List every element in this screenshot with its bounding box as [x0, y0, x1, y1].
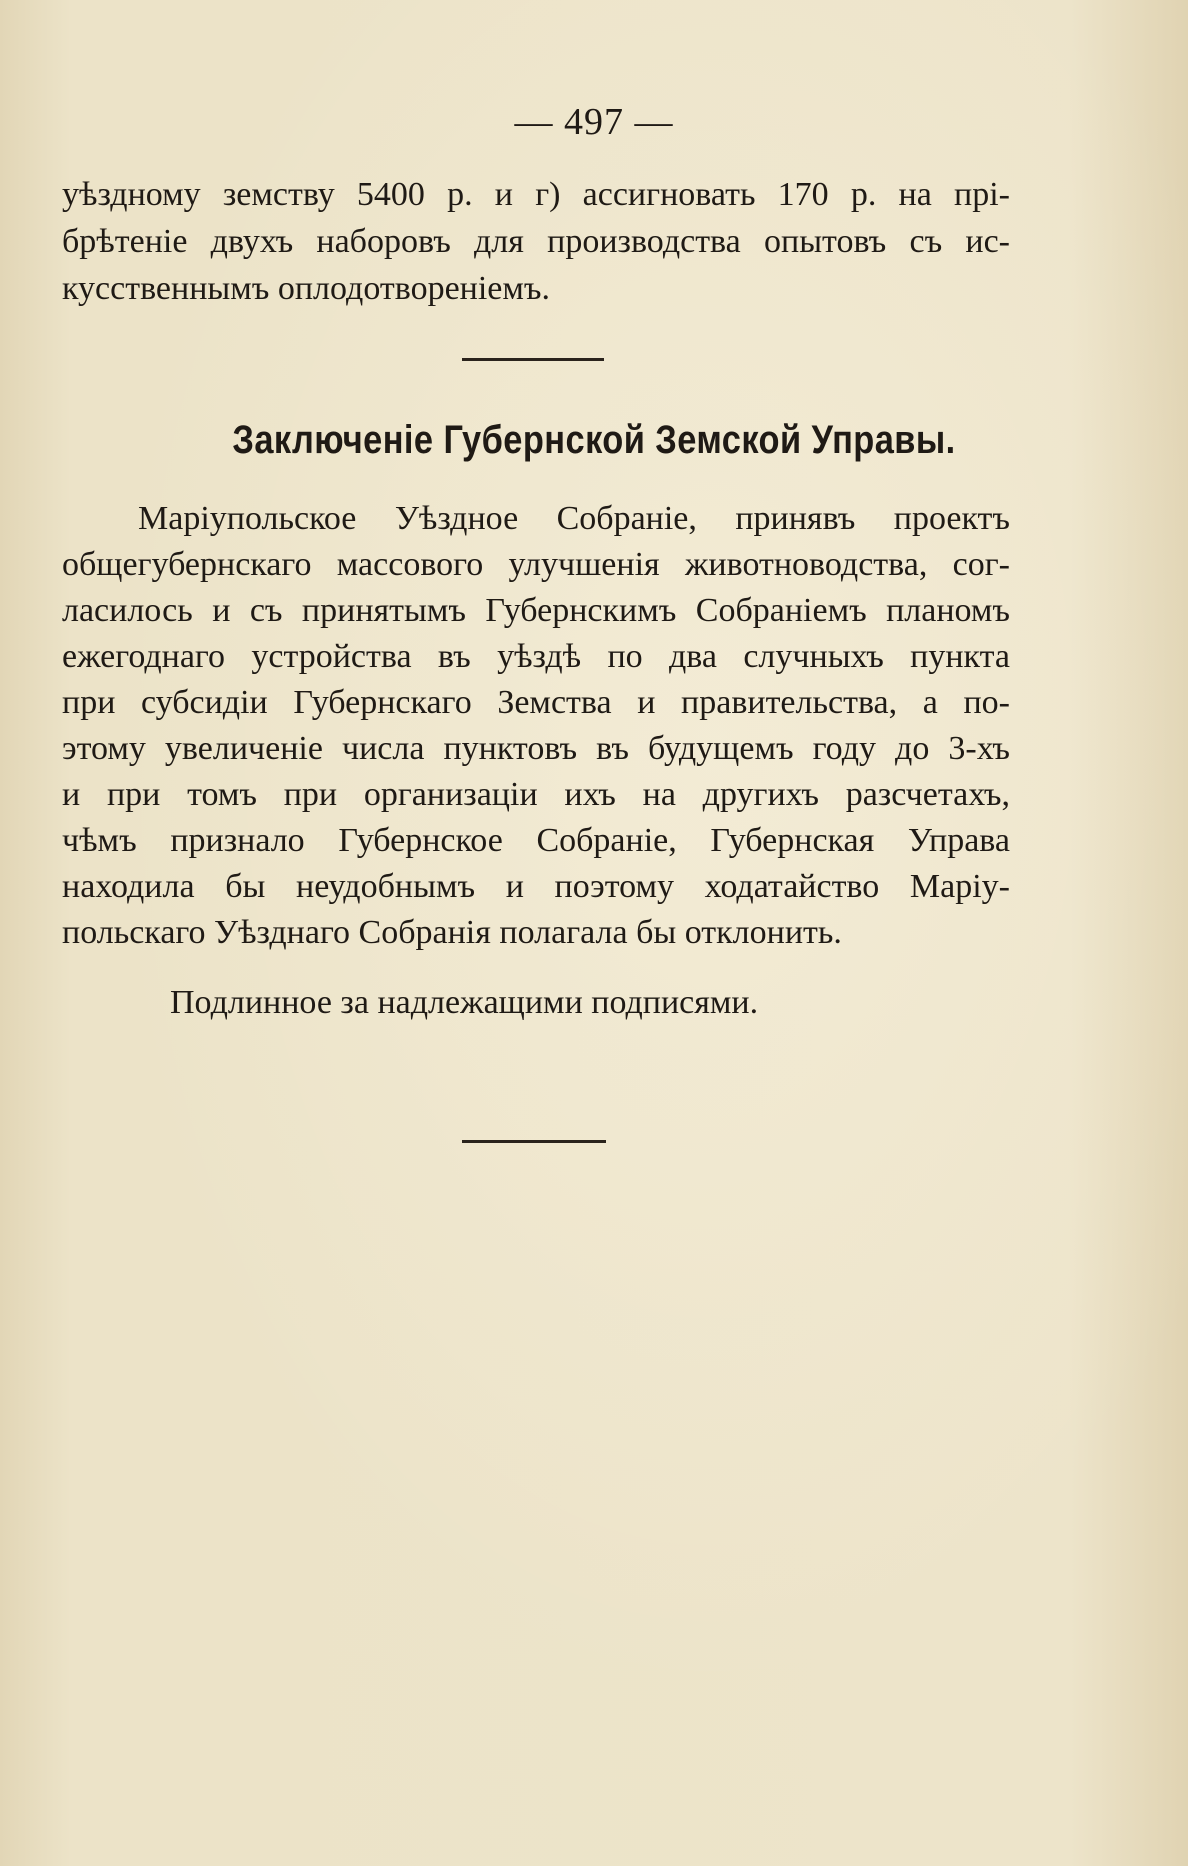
paragraph-line: брѣтеніе двухъ наборовъ для производства опытовъ съ ис-	[62, 223, 1010, 260]
paragraph-line: этому увеличеніе числа пунктовъ въ будущемъ году до 3-хъ	[62, 730, 1010, 767]
paragraph-line: находила бы неудобнымъ и поэтому ходатайство Маріу-	[62, 868, 1010, 905]
paragraph-line: кусственнымъ оплодотвореніемъ.	[62, 270, 550, 307]
paragraph-line: чѣмъ признало Губернское Собраніе, Губернская Управа	[62, 822, 1010, 859]
paragraph-line: ежегоднаго устройства въ уѣздѣ по два случныхъ пункта	[62, 638, 1010, 675]
continuation-paragraph	[62, 176, 1010, 317]
section-divider	[462, 358, 604, 361]
page-number: — 497 —	[514, 101, 674, 143]
end-divider	[462, 1140, 606, 1143]
paragraph-line: при субсидіи Губернскаго Земства и правительства, а по-	[62, 684, 1010, 721]
paragraph-line: ласилось и съ принятымъ Губернскимъ Собраніемъ планомъ	[62, 592, 1010, 629]
signature-note: Подлинное за надлежащими подписями.	[170, 984, 759, 1021]
paragraph-line: Маріупольское Уѣздное Собраніе, принявъ проектъ	[138, 500, 1010, 537]
paragraph-line: и при томъ при организаціи ихъ на другихъ разсчетахъ,	[62, 776, 1010, 813]
conclusion-paragraph	[62, 500, 1010, 960]
section-heading: Заключеніе Губернской Земской Управы.	[232, 418, 956, 462]
paragraph-line: польскаго Уѣзднаго Собранія полагала бы отклонить.	[62, 914, 842, 951]
paragraph-line: уѣздному земству 5400 р. и г) ассигновать 170 р. на прі-	[62, 176, 1010, 213]
paragraph-line: общегубернскаго массового улучшенія животноводства, сог-	[62, 546, 1010, 583]
